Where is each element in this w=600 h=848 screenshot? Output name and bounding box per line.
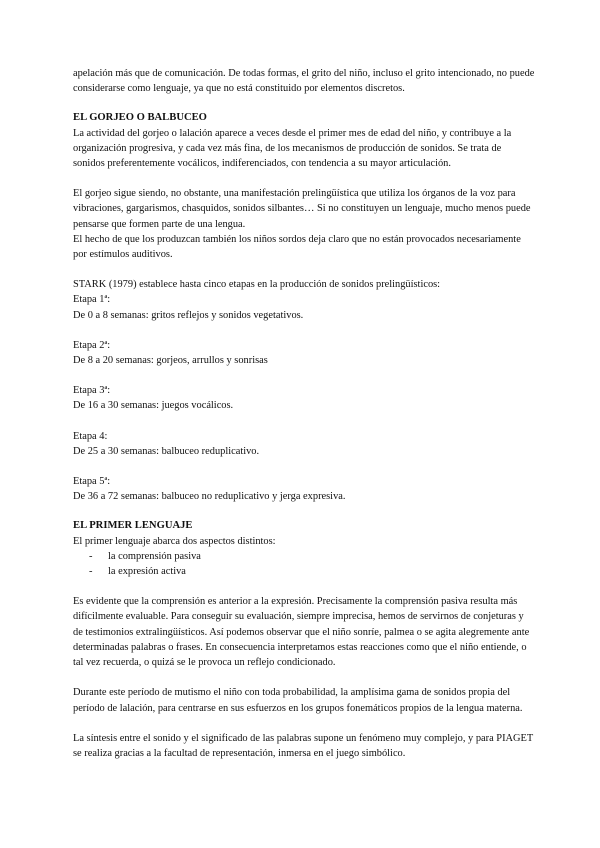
aspects-list [73,549,535,579]
heading-gorjeo: EL GORJEO O BALBUCEO [73,112,207,124]
stage-text: De 25 a 30 semanas: balbuceo reduplicativo. [73,445,260,457]
stage-text: De 0 a 8 semanas: gritos reflejos y sonidos vegetativos. [73,309,304,321]
stark-intro: STARK (1979) establece hasta cinco etapas en la producción de sonidos prelingüísticos: [73,279,441,291]
stage-text: De 36 a 72 semanas: balbuceo no reduplicativo y jerga expresiva. [73,491,346,503]
stage-text: De 8 a 20 semanas: gorjeos, arrullos y sonrisas [73,355,268,367]
lenguaje-paragraph-2: Durante este período de mutismo el niño con toda probabilidad, la amplísima gama de sonidos propia del período de lalación, para centrarse en sus esfuerzos en los grupos fonemáticos propios de la lengua materna. [73,687,523,714]
stage-label: Etapa 2ª: [73,339,111,351]
stage-label: Etapa 1ª: [73,294,111,306]
stage-text: De 16 a 30 semanas: juegos vocálicos. [73,400,234,412]
stage-label: Etapa 4: [73,430,108,442]
lenguaje-paragraph-1: Es evidente que la comprensión es anterior a la expresión. Precisamente la comprensión pasiva resulta más difícilmente evaluable. Para conseguir su evaluación, siempre imprecisa, hemos de servirnos de conjeturas y de testimonios extralingüísticos. Así podemos observar que el niño sonríe, palmea o se agita alegremente ante determinadas palabras o frases. En consecuencia interpretamos estas reacciones como que el niño entiende, o tal vez recuerda, o quizá se le provoca un reflejo condicionado. [73,596,530,669]
stage-2 [73,338,535,368]
stage-label: Etapa 3ª: [73,385,111,397]
gorjeo-paragraph-3: El hecho de que los produzcan también los niños sordos deja claro que no están provocados necesariamente por estímulos auditivos. [73,233,521,261]
lenguaje-paragraph-3: La síntesis entre el sonido y el significado de las palabras supone un fenómeno muy complejo, y para PIAGET se realiza gracias a la facultad de representación, inmersa en el juego simbólico. [73,732,534,759]
lenguaje-intro: El primer lenguaje abarca dos aspectos distintos: [73,535,276,547]
intro-paragraph: apelación más que de comunicación. De todas formas, el grito del niño, incluso el grito intencionado, no puede considerarse como lenguaje, ya que no está constituido por elementos discretos. [73,68,535,95]
list-item: - la expresión activa [89,564,535,579]
gorjeo-paragraph-2: El gorjeo sigue siendo, no obstante, una manifestación prelingüística que utiliza los órganos de la voz para vibraciones, gargarismos, chasquidos, sonidos silbantes… Si no constituyen un lenguaje, mucho menos puede pensarse que formen parte de una lengua. [73,188,531,230]
stage-3 [73,383,535,413]
stage-4 [73,429,535,459]
gorjeo-paragraph-1: La actividad del gorjeo o lalación aparece a veces desde el primer mes de edad del niño, y contribuye a la organización progresiva, y cada vez más fina, de los mecanismos de producción de sonidos. Se trata de sonidos preferentemente vocálicos, indiferenciados, con tendencia a su mayor articulación. [73,127,512,170]
stage-5 [73,474,535,504]
list-item: - la comprensión pasiva [89,549,535,564]
heading-primer-lenguaje: EL PRIMER LENGUAJE [73,520,193,532]
stage-1 [73,292,535,322]
page-content [73,66,535,761]
stage-label: Etapa 5ª: [73,476,111,488]
